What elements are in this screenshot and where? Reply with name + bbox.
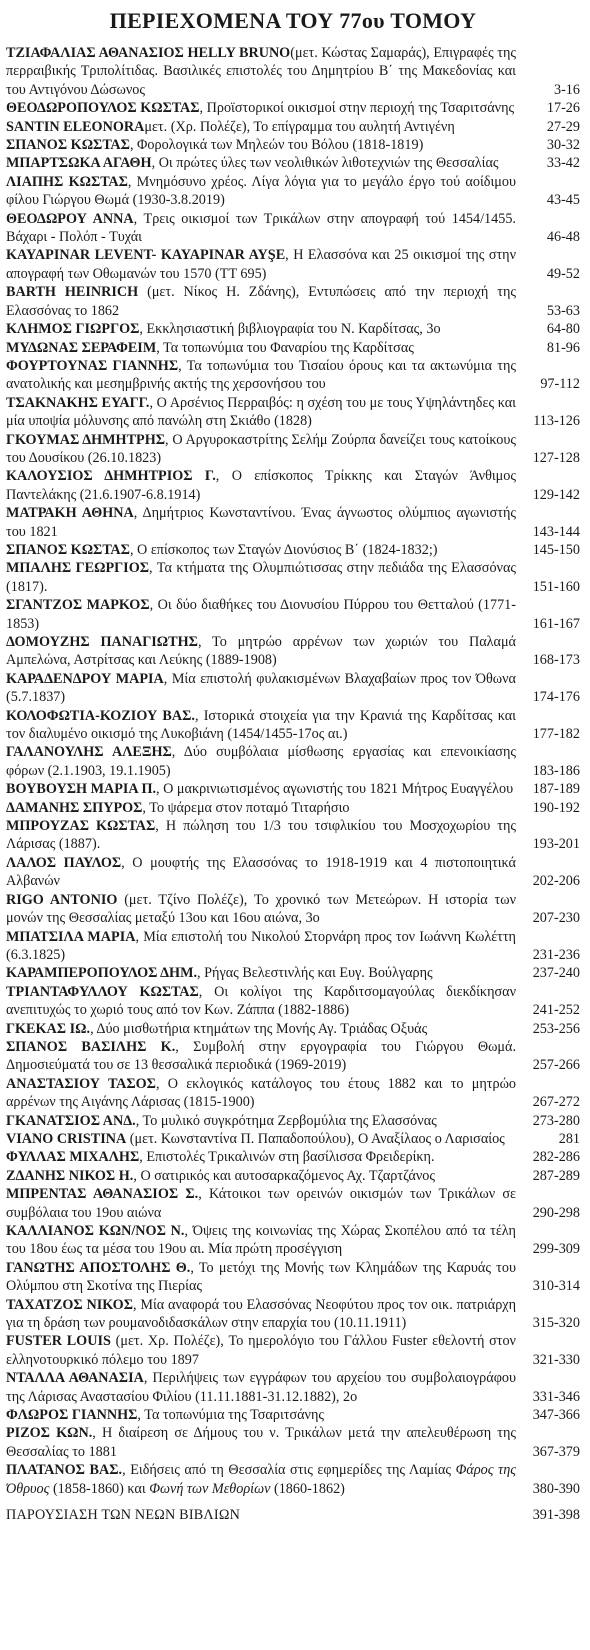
entry-pages: 53-63 [546, 302, 580, 319]
entry-text [6, 154, 516, 172]
entry-title-italic: Φάρος της Όθρυος [6, 1462, 516, 1497]
toc-entry [6, 173, 580, 210]
entry-pages: 49-52 [546, 265, 580, 282]
entry-text [6, 1222, 516, 1259]
entry-title: , Δημήτριος Κωνσταντίνου. Ένας άγνωστος ολύμπιος αγωνιστής του 1821 [6, 505, 516, 540]
entry-text [6, 1259, 516, 1296]
entry-pages: 3-16 [553, 81, 580, 98]
entry-author: ΤΡΙΑΝΤΑΦΥΛΛΟΥ ΚΩΣΤΑΣ [6, 983, 199, 1000]
entry-pages: 46-48 [546, 229, 580, 246]
toc-entry [6, 1148, 580, 1166]
toc-entry [6, 983, 580, 1020]
entry-title: μετ. (Χρ. Πολέζε), Το επίγραμμα του αυλητή Αντιγένη [144, 118, 455, 135]
entry-pages: 299-309 [532, 1241, 580, 1258]
toc-entry [6, 99, 580, 117]
entry-pages: 33-42 [546, 155, 580, 172]
entry-pages: 193-201 [532, 836, 580, 853]
entry-text [6, 928, 516, 965]
entry-pages: 253-256 [532, 1020, 580, 1037]
toc-entry [6, 118, 580, 136]
entry-title: , Η πώληση του 1/3 του τσιφλικίου του Μοσχοχωρίου της Λάρισας (1887). [6, 818, 516, 853]
entry-author: ΔΟΜΟΥΖΗΣ ΠΑΝΑΓΙΩΤΗΣ [6, 634, 198, 650]
entry-text [6, 780, 516, 798]
toc-entry [6, 431, 580, 468]
entry-title: , Κάτοικοι των ορεινών οικισμών των Τρικάλων σε συμβόλαια του 19ου αιώνα [6, 1186, 516, 1221]
entry-title: , Η Ελασσόνα και 25 οικισμοί της στην απογραφή των Οθωμανών του 1570 (TT 695) [6, 247, 516, 282]
entry-text [6, 467, 516, 504]
entry-author: ΤΖΙΑΦΑΛΙΑΣ ΑΘΑΝΑΣΙΟΣ HELLY BRUNO [6, 45, 291, 61]
entry-title: , Το μητρώο αρρένων των χωριών του Παλαμά Αμπελώνα, Αστρίτσας και Λεύκης (1889-1908) [6, 634, 516, 669]
entry-title: (μετ. Χρ. Πολέζε), Το ημερολόγιο του Γάλλου Fuster εθελοντή στον ελληνοτουρκικό πόλεμο του 1897 [6, 1333, 516, 1368]
toc-entry [6, 1130, 580, 1148]
entry-author: ΜΠΑΛΗΣ ΓΕΩΡΓΙΟΣ [6, 560, 150, 577]
toc-entry [6, 891, 580, 928]
toc-entry [6, 707, 580, 744]
toc-entry [6, 210, 580, 247]
entry-author: ΚΑΛΛΙΑΝΟΣ ΚΩΝ/ΝΟΣ Ν. [6, 1223, 185, 1239]
entry-pages: 281 [558, 1130, 580, 1147]
entry-title: , Προϊστορικοί οικισμοί στην περιοχή της Τσαριτσάνης [199, 100, 515, 117]
entry-title: , Εκκλησιαστική βιβλιογραφία του Ν. Καρδίτσας, 3ο [139, 321, 441, 338]
entry-author: ΣΠΑΝΟΣ ΚΩΣΤΑΣ [6, 541, 130, 558]
entry-pages: 282-286 [532, 1149, 580, 1166]
entry-text [6, 1130, 516, 1148]
entry-text [6, 596, 516, 633]
entry-pages: 267-272 [532, 1094, 580, 1111]
entry-text [6, 1185, 516, 1222]
entry-pages: 127-128 [532, 449, 580, 466]
entry-text [6, 1167, 516, 1185]
entry-title-italic: Φωνή των Μεθορίων [149, 1480, 271, 1497]
entry-author: ΓΑΛΑΝΟΥΛΗΣ ΑΛΕΞΗΣ [6, 744, 172, 761]
entry-text [6, 891, 516, 928]
entry-author: KAYAPINAR LEVENT- KAYAPINAR AYŞE [6, 247, 286, 264]
entry-pages: 177-182 [532, 726, 580, 743]
entry-author: ΓΚΑΝΑΤΣΙΟΣ ΑΝΔ. [6, 1112, 136, 1129]
toc-entry [6, 928, 580, 965]
entry-text [6, 1038, 516, 1075]
entry-pages: 27-29 [546, 118, 580, 135]
entry-pages: 64-80 [546, 321, 580, 338]
toc-entry [6, 780, 580, 798]
entry-title: , Τα τοπωνύμια της Τσαριτσάνης [137, 1407, 324, 1424]
entry-author: ΤΣΑΚΝΑΚΗΣ ΕΥΑΓΓ. [6, 394, 150, 411]
entry-author: ΚΑΛΟΥΣΙΟΣ ΔΗΜΗΤΡΙΟΣ Γ. [6, 468, 216, 485]
toc-entry [6, 1112, 580, 1130]
entry-text [6, 633, 516, 670]
entry-title: (μετ. Κωνσταντίνα Π. Παπαδοπούλου), Ο Αναξίλαος ο Λαρισαίος [126, 1130, 505, 1147]
entry-title: , Τρεις οικισμοί των Τρικάλων στην απογραφή τού 1454/1455. Βάχαρι - Πολόπ - Τυχάι [6, 210, 516, 246]
entry-title: , Ο μουφτής της Ελασσόνας το 1918-1919 και 4 πιστοποιητικά Αλβανών [6, 854, 516, 890]
toc-entry-new-books [6, 1506, 580, 1524]
entry-text [6, 1148, 516, 1166]
entry-text [6, 1369, 516, 1406]
entry-text [6, 283, 516, 320]
toc-entry [6, 1296, 580, 1333]
entry-text [6, 670, 516, 707]
entry-text [6, 983, 516, 1020]
entry-pages: 347-366 [532, 1407, 580, 1424]
entry-pages: 161-167 [532, 615, 580, 632]
toc-entry [6, 1332, 580, 1369]
entry-author: ΘΕΟΔΩΡΟΥ ΑΝΝΑ [6, 210, 134, 227]
toc-entry [6, 246, 580, 283]
entry-text [6, 320, 516, 338]
entry-title: , Τα τοπωνύμια του Φαναρίου της Καρδίτσας [156, 339, 414, 356]
entry-author: ΦΛΩΡΟΣ ΓΙΑΝΝΗΣ [6, 1407, 138, 1424]
entry-author: ΔΑΜΑΝΗΣ ΣΠΥΡΟΣ [6, 799, 143, 816]
entry-text [6, 1506, 516, 1524]
entry-title: , Μία επιστολή του Νικολού Στορνάρη προς τον Ιωάννη Κωλέττη (6.3.1825) [6, 928, 516, 963]
entry-title: , Τα κτήματα της Ολυμπιώτισσας στην πεδιάδα της Ελασσόνας (1817). [6, 560, 517, 595]
entry-title: , Ιστορικά στοιχεία για την Κρανιά της Καρδίτσας και τον διαλυμένο οικισμό της Λυκοβιάνη (1454/1455-17ος αι.) [6, 707, 516, 743]
entry-text [6, 246, 516, 283]
entry-author: ΓΑΝΩΤΗΣ ΑΠΟΣΤΟΛΗΣ Θ. [6, 1259, 191, 1276]
entry-author: ΦΥΛΛΑΣ ΜΙΧΑΛΗΣ [6, 1149, 140, 1166]
entry-title: , Φορολογικά των Μηλεών του Βόλου (1818-1819) [129, 137, 424, 154]
entry-text [6, 1461, 516, 1498]
entry-author: RIGO ANTONIO [6, 891, 118, 908]
entry-text [6, 1332, 516, 1369]
entry-text [6, 1424, 516, 1461]
toc-entry [6, 1461, 580, 1498]
entry-text [6, 707, 516, 744]
toc-entry [6, 596, 580, 633]
entry-author: ΓΚΕΚΑΣ ΙΩ. [6, 1020, 91, 1037]
entry-title: , Ο Αργυροκαστρίτης Σελήμ Ζούρπα δανείζει τους κατοίκους του Δουσίκου (26.10.1823) [6, 431, 516, 466]
toc-entry [6, 394, 580, 431]
entry-text [6, 99, 516, 117]
entry-text [6, 799, 516, 817]
entry-text [6, 743, 516, 780]
entry-pages: 151-160 [532, 578, 580, 595]
entry-author: ΛΙΑΠΗΣ ΚΩΣΤΑΣ [6, 173, 128, 190]
entry-title: , Μία επιστολή φυλακισμένων Βλαχαβαίων προς τον Όθωνα (5.7.1837) [6, 670, 516, 706]
entry-pages: 187-189 [532, 781, 580, 798]
toc-entry [6, 854, 580, 891]
entry-title-cont: (1860-1862) [270, 1480, 345, 1497]
toc-entry [6, 1406, 580, 1424]
toc-entry [6, 283, 580, 320]
toc-entry [6, 1075, 580, 1112]
entry-title: , Οι πρώτες ύλες των νεολιθικών λιθοτεχνιών της Θεσσαλίας [151, 155, 499, 172]
entry-pages: 315-320 [532, 1315, 580, 1332]
entry-text [6, 339, 516, 357]
toc-entry [6, 1424, 580, 1461]
toc-entry [6, 136, 580, 154]
entry-pages: 174-176 [532, 689, 580, 706]
page-title: ΠΕΡΙΕΧΟΜΕΝΑ ΤΟΥ 77ου ΤΟΜΟΥ [109, 8, 477, 33]
toc-entry [6, 154, 580, 172]
entry-author: SANTIN ELEONORA [6, 118, 145, 135]
entry-title: , Το ψάρεμα στον ποταμό Τιταρήσιο [142, 799, 350, 816]
entry-pages: 257-266 [532, 1057, 580, 1074]
entry-author: ΠΑΡΟΥΣΙΑΣΗ ΤΩΝ ΝΕΩΝ ΒΙΒΛΙΩΝ [6, 1507, 241, 1524]
entry-pages: 168-173 [532, 652, 580, 669]
entry-pages: 30-32 [546, 137, 580, 154]
entry-title: , Μία αναφορά του Ελασσόνας Νεοφύτου προς τον οικ. πατριάρχη για τη δράση των ρουμανοδιδασκάλων στην επαρχία του (10.11.1911) [6, 1296, 516, 1332]
entry-text [6, 394, 516, 431]
toc-entry [6, 1222, 580, 1259]
entry-author: ΛΑΛΟΣ ΠΑΥΛΟΣ [6, 854, 122, 871]
entry-title-cont: (1858-1860) και [49, 1480, 150, 1497]
entry-author: ΣΓΑΝΤΖΟΣ ΜΑΡΚΟΣ [6, 597, 150, 614]
entry-text [6, 357, 516, 394]
entry-text [6, 1296, 516, 1333]
entry-pages: 237-240 [532, 965, 580, 982]
entry-author: ΚΟΛΟΦΩΤΙΑ-ΚΟΖΙΟΥ ΒΑΣ. [6, 707, 195, 724]
entry-title: , Μνημόσυνο χρέος. Λίγα λόγια για το μεγάλο έργο τού αοίδιμου φίλου Γιώργου Θωμά (1930-3.8.2019) [6, 173, 516, 209]
entry-pages: 43-45 [546, 192, 580, 209]
entry-text [6, 118, 516, 136]
entry-text [6, 1112, 516, 1130]
entry-author: ΚΑΡΑΔΕΝΔΡΟΥ ΜΑΡΙΑ [6, 670, 164, 687]
entry-author: ΝΤΑΛΛΑ ΑΘΑΝΑΣΙΑ [6, 1370, 144, 1387]
entry-title: , Η διαίρεση σε Δήμους του ν. Τρικάλων μετά την απελευθέρωση της Θεσσαλίας το 1881 [6, 1425, 516, 1460]
entry-text [6, 541, 516, 559]
entry-text [6, 964, 516, 982]
entry-pages: 190-192 [532, 799, 580, 816]
toc-entry [6, 357, 580, 394]
toc-entry [6, 817, 580, 854]
entry-title: (μετ. Νίκος Η. Ζδάνης), Εντυπώσεις από την περιοχή της Ελασσόνας το 1862 [6, 284, 516, 319]
entry-title: , Επιστολές Τρικαλινών στη βασίλισσα Φρειδερίκη. [139, 1149, 435, 1166]
entry-author: ΜΑΤΡΑΚΗ ΑΘΗΝΑ [6, 505, 134, 522]
toc-entry [6, 1038, 580, 1075]
toc-entry [6, 1167, 580, 1185]
entry-author: ΠΛΑΤΑΝΟΣ ΒΑΣ. [6, 1462, 123, 1479]
entry-author: FUSTER LOUIS [6, 1333, 111, 1350]
toc-entry [6, 1369, 580, 1406]
entry-title: , Ο εκλογικός κατάλογος του έτους 1882 και το μητρώο αρρένων της Αιγάνης Λάρισας (1815-1900) [6, 1075, 517, 1111]
toc-entry [6, 44, 580, 99]
entry-author: ΘΕΟΔΩΡΟΠΟΥΛΟΣ ΚΩΣΤΑΣ [6, 100, 200, 117]
entry-pages: 17-26 [546, 100, 580, 117]
entry-title: , Ο μακρινιωτισμένος αγωνιστής του 1821 Μήτρος Ευαγγέλου [156, 781, 514, 798]
entry-pages: 321-330 [532, 1351, 580, 1368]
entry-pages: 183-186 [532, 762, 580, 779]
entry-author: ΓΚΟΥΜΑΣ ΔΗΜΗΤΡΗΣ [6, 431, 166, 448]
entry-author: VIANO CRISTINA [6, 1130, 127, 1147]
table-of-contents [6, 44, 580, 1525]
entry-title: , Ο επίσκοπος Τρίκκης και Σταγών Άνθιμος Παντελάκης (21.6.1907-6.8.1914) [6, 468, 516, 503]
entry-text [6, 173, 516, 210]
entry-title: , Ο επίσκοπος των Σταγών Διονύσιος Β΄ (1824-1832;) [129, 541, 438, 558]
entry-text [6, 210, 516, 247]
entry-title: , Το μυλικό συγκρότημα Ζερβομύλια της Ελασσόνας [135, 1112, 437, 1129]
entry-title: , Ο σατιρικός και αυτοσαρκαζόμενος Αχ. Τζαρτζάνος [133, 1167, 435, 1184]
entry-text [6, 431, 516, 468]
entry-title: , Ρήγας Βελεστινλής και Ευγ. Βούλγαρης [197, 965, 433, 982]
entry-author: ΡΙΖΟΣ ΚΩΝ. [6, 1425, 93, 1442]
toc-entry [6, 320, 580, 338]
entry-title: , Δύο μισθωτήρια κτημάτων της Μονής Αγ. Τριάδας Οξυάς [90, 1020, 428, 1037]
entry-pages: 273-280 [532, 1112, 580, 1129]
entry-author: BARTH HEINRICH [6, 284, 139, 301]
toc-entry [6, 467, 580, 504]
entry-text [6, 854, 516, 891]
entry-title: , Τα τοπωνύμια του Τισαίου όρους και τα ακτωνύμια της ανατολικής και μεσημβρινής ακτής της χερσονήσου του [6, 357, 517, 393]
entry-pages: 231-236 [532, 946, 580, 963]
entry-pages: 97-112 [540, 376, 580, 393]
entry-author: ΜΠΑΤΣΙΛΑ ΜΑΡΙΑ [6, 928, 136, 945]
entry-pages: 145-150 [532, 541, 580, 558]
entry-author: ΜΥΔΩΝΑΣ ΣΕΡΑΦΕΙΜ [6, 339, 157, 356]
entry-title: , Οι κολίγοι της Καρδιτσομαγούλας διεκδίκησαν ανεπιτυχώς το χωριό τους από τον Κων. Ζάππα (1882-1886) [6, 983, 516, 1019]
entry-author: ΜΠΡΕΝΤΑΣ ΑΘΑΝΑΣΙΟΣ Σ. [6, 1186, 199, 1203]
entry-pages: 113-126 [533, 413, 580, 430]
entry-author: ΜΠΡΟΥΖΑΣ ΚΩΣΤΑΣ [6, 818, 156, 835]
entry-text [6, 136, 516, 154]
entry-pages: 391-398 [532, 1507, 580, 1524]
entry-pages: 143-144 [532, 523, 580, 540]
toc-entry [6, 541, 580, 559]
entry-author: ΚΑΡΑΜΠΕΡΟΠΟΥΛΟΣ ΔΗΜ. [6, 965, 198, 982]
entry-text [6, 504, 516, 541]
entry-pages: 81-96 [546, 339, 580, 356]
entry-author: ΜΠΑΡΤΣΩΚΑ ΑΓΑΘΗ [6, 155, 152, 172]
entry-pages: 129-142 [532, 486, 580, 503]
entry-author: ΣΠΑΝΟΣ ΚΩΣΤΑΣ [6, 137, 130, 154]
entry-pages: 202-206 [532, 873, 580, 890]
entry-title: , Περιλήψεις των εγγράφων του αρχείου του συμβολαιογράφου της Λάρισας Αναστασίου Φιλίου (11.11.1881-31.12.1882), 2ο [6, 1370, 517, 1405]
entry-pages: 207-230 [532, 910, 580, 927]
entry-title: (μετ. Κώστας Σαμαράς), Επιγραφές της περραιβικής Τριπολίτιδας. Βασιλικές επιστολές του Δημητρίου Β΄ της Μακεδονίας και του Αντιγόνου Δώσωνος [6, 45, 516, 98]
entry-pages: 380-390 [532, 1480, 580, 1497]
toc-entry [6, 964, 580, 982]
entry-author: ΚΛΗΜΟΣ ΓΙΩΡΓΟΣ [6, 321, 140, 338]
entry-title: , Ο Αρσένιος Περραιβός: η σχέση του με τους Υψηλάντηδες και μία υποψία μόλυνσης από πανώλη στη Σκιάθο (1828) [6, 394, 516, 430]
entry-text [6, 1406, 516, 1424]
toc-entry [6, 633, 580, 670]
entry-pages: 241-252 [532, 1002, 580, 1019]
entry-title: , Όψεις της κοινωνίας της Χώρας Σκοπέλου από τα τέλη του 18ου έως τα μέσα του 19ου αι. Μία πρώτη προσέγγιση [6, 1223, 516, 1258]
entry-pages: 290-298 [532, 1204, 580, 1221]
entry-author: ΑΝΑΣΤΑΣΙΟΥ ΤΑΣΟΣ [6, 1075, 156, 1092]
entry-title: (μετ. Τζίνο Πολέζε), Το χρονικό των Μετεώρων. Η ιστορία των μονών της Θεσσαλίας μεταξύ 13ου και 16ου αιώνα, 3ο [6, 891, 516, 927]
entry-author: ΣΠΑΝΟΣ ΒΑΣΙΛΗΣ Κ. [6, 1038, 176, 1055]
entry-title: , Οι δύο διαθήκες του Διονυσίου Πύρρου του Θετταλού (1771-1853) [6, 597, 516, 632]
toc-entry [6, 339, 580, 357]
entry-pages: 367-379 [532, 1443, 580, 1460]
entry-title: , Ειδήσεις από τη Θεσσαλία στις εφημερίδες της Λαμίας [122, 1462, 456, 1479]
entry-pages: 310-314 [532, 1278, 580, 1295]
entry-title: , Το μετόχι της Μονής των Κλημάδων της Καρυάς του Ολύμπου στη Σκοτίνα της Πιερίας [6, 1259, 516, 1295]
toc-entry [6, 670, 580, 707]
entry-text [6, 1020, 516, 1038]
toc-entry [6, 1020, 580, 1038]
entry-author: ΖΔΑΝΗΣ ΝΙΚΟΣ Η. [6, 1167, 134, 1184]
entry-text [6, 44, 516, 99]
entry-pages: 287-289 [532, 1167, 580, 1184]
toc-entry [6, 743, 580, 780]
entry-title: , Δύο συμβόλαια μίσθωσης εργασίας και επενοικίασης φόρων (2.1.1903, 19.1.1905) [6, 744, 516, 779]
toc-entry [6, 504, 580, 541]
entry-pages: 331-346 [532, 1388, 580, 1405]
toc-entry [6, 799, 580, 817]
toc-entry [6, 1185, 580, 1222]
entry-title: , Συμβολή στην εργογραφία του Γιώργου Θωμά. Δημοσιεύματά του σε 13 θεσσαλικά περιοδικά (1969-2019) [6, 1038, 516, 1074]
toc-entry [6, 559, 580, 596]
entry-text [6, 1075, 516, 1112]
toc-entry [6, 1259, 580, 1296]
entry-author: ΦΟΥΡΤΟΥΝΑΣ ΓΙΑΝΝΗΣ [6, 357, 179, 374]
entry-author: ΒΟΥΒΟΥΣΗ ΜΑΡΙΑ Π. [6, 781, 157, 798]
entry-text [6, 817, 516, 854]
entry-text [6, 559, 516, 596]
entry-author: ΤΑΧΑΤΖΟΣ ΝΙΚΟΣ [6, 1296, 133, 1313]
